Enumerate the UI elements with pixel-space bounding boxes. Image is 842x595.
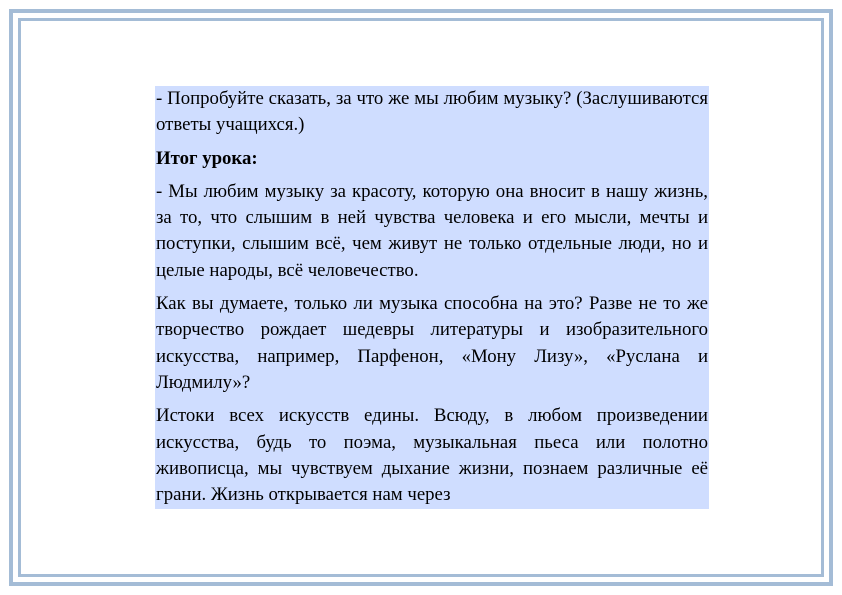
text-block (155, 86, 709, 509)
paragraph-why-we-love-music: - Мы любим музыку за красоту, которую она вносит в нашу жизнь, за то, что слышим в ней чувства человека и его мысли, мечты и поступки, слышим всё, чем живут не только отдельные люди, но и целые народы, всё человечество. (156, 180, 708, 281)
paragraph-origins-of-arts: Истоки всех искусств едины. Всюду, в любом произведении искусства, будь то поэма, музыкальная пьеса или полотно живописца, мы чувствуем дыхание жизни, познаем различные её грани. Жизнь открывается нам через (156, 405, 708, 506)
paragraph-other-arts: Как вы думаете, только ли музыка способна на это? Разве не то же творчество рождает шедевры литературы и изобразительного искусства, например, Парфенон, «Мону Лизу», «Руслана и Людмилу»? (156, 293, 708, 393)
lesson-summary-heading: Итог урока: (156, 147, 258, 169)
paragraph-question: - Попробуйте сказать, за что же мы любим музыку? (Заслушиваются ответы учащихся.) (156, 88, 708, 136)
